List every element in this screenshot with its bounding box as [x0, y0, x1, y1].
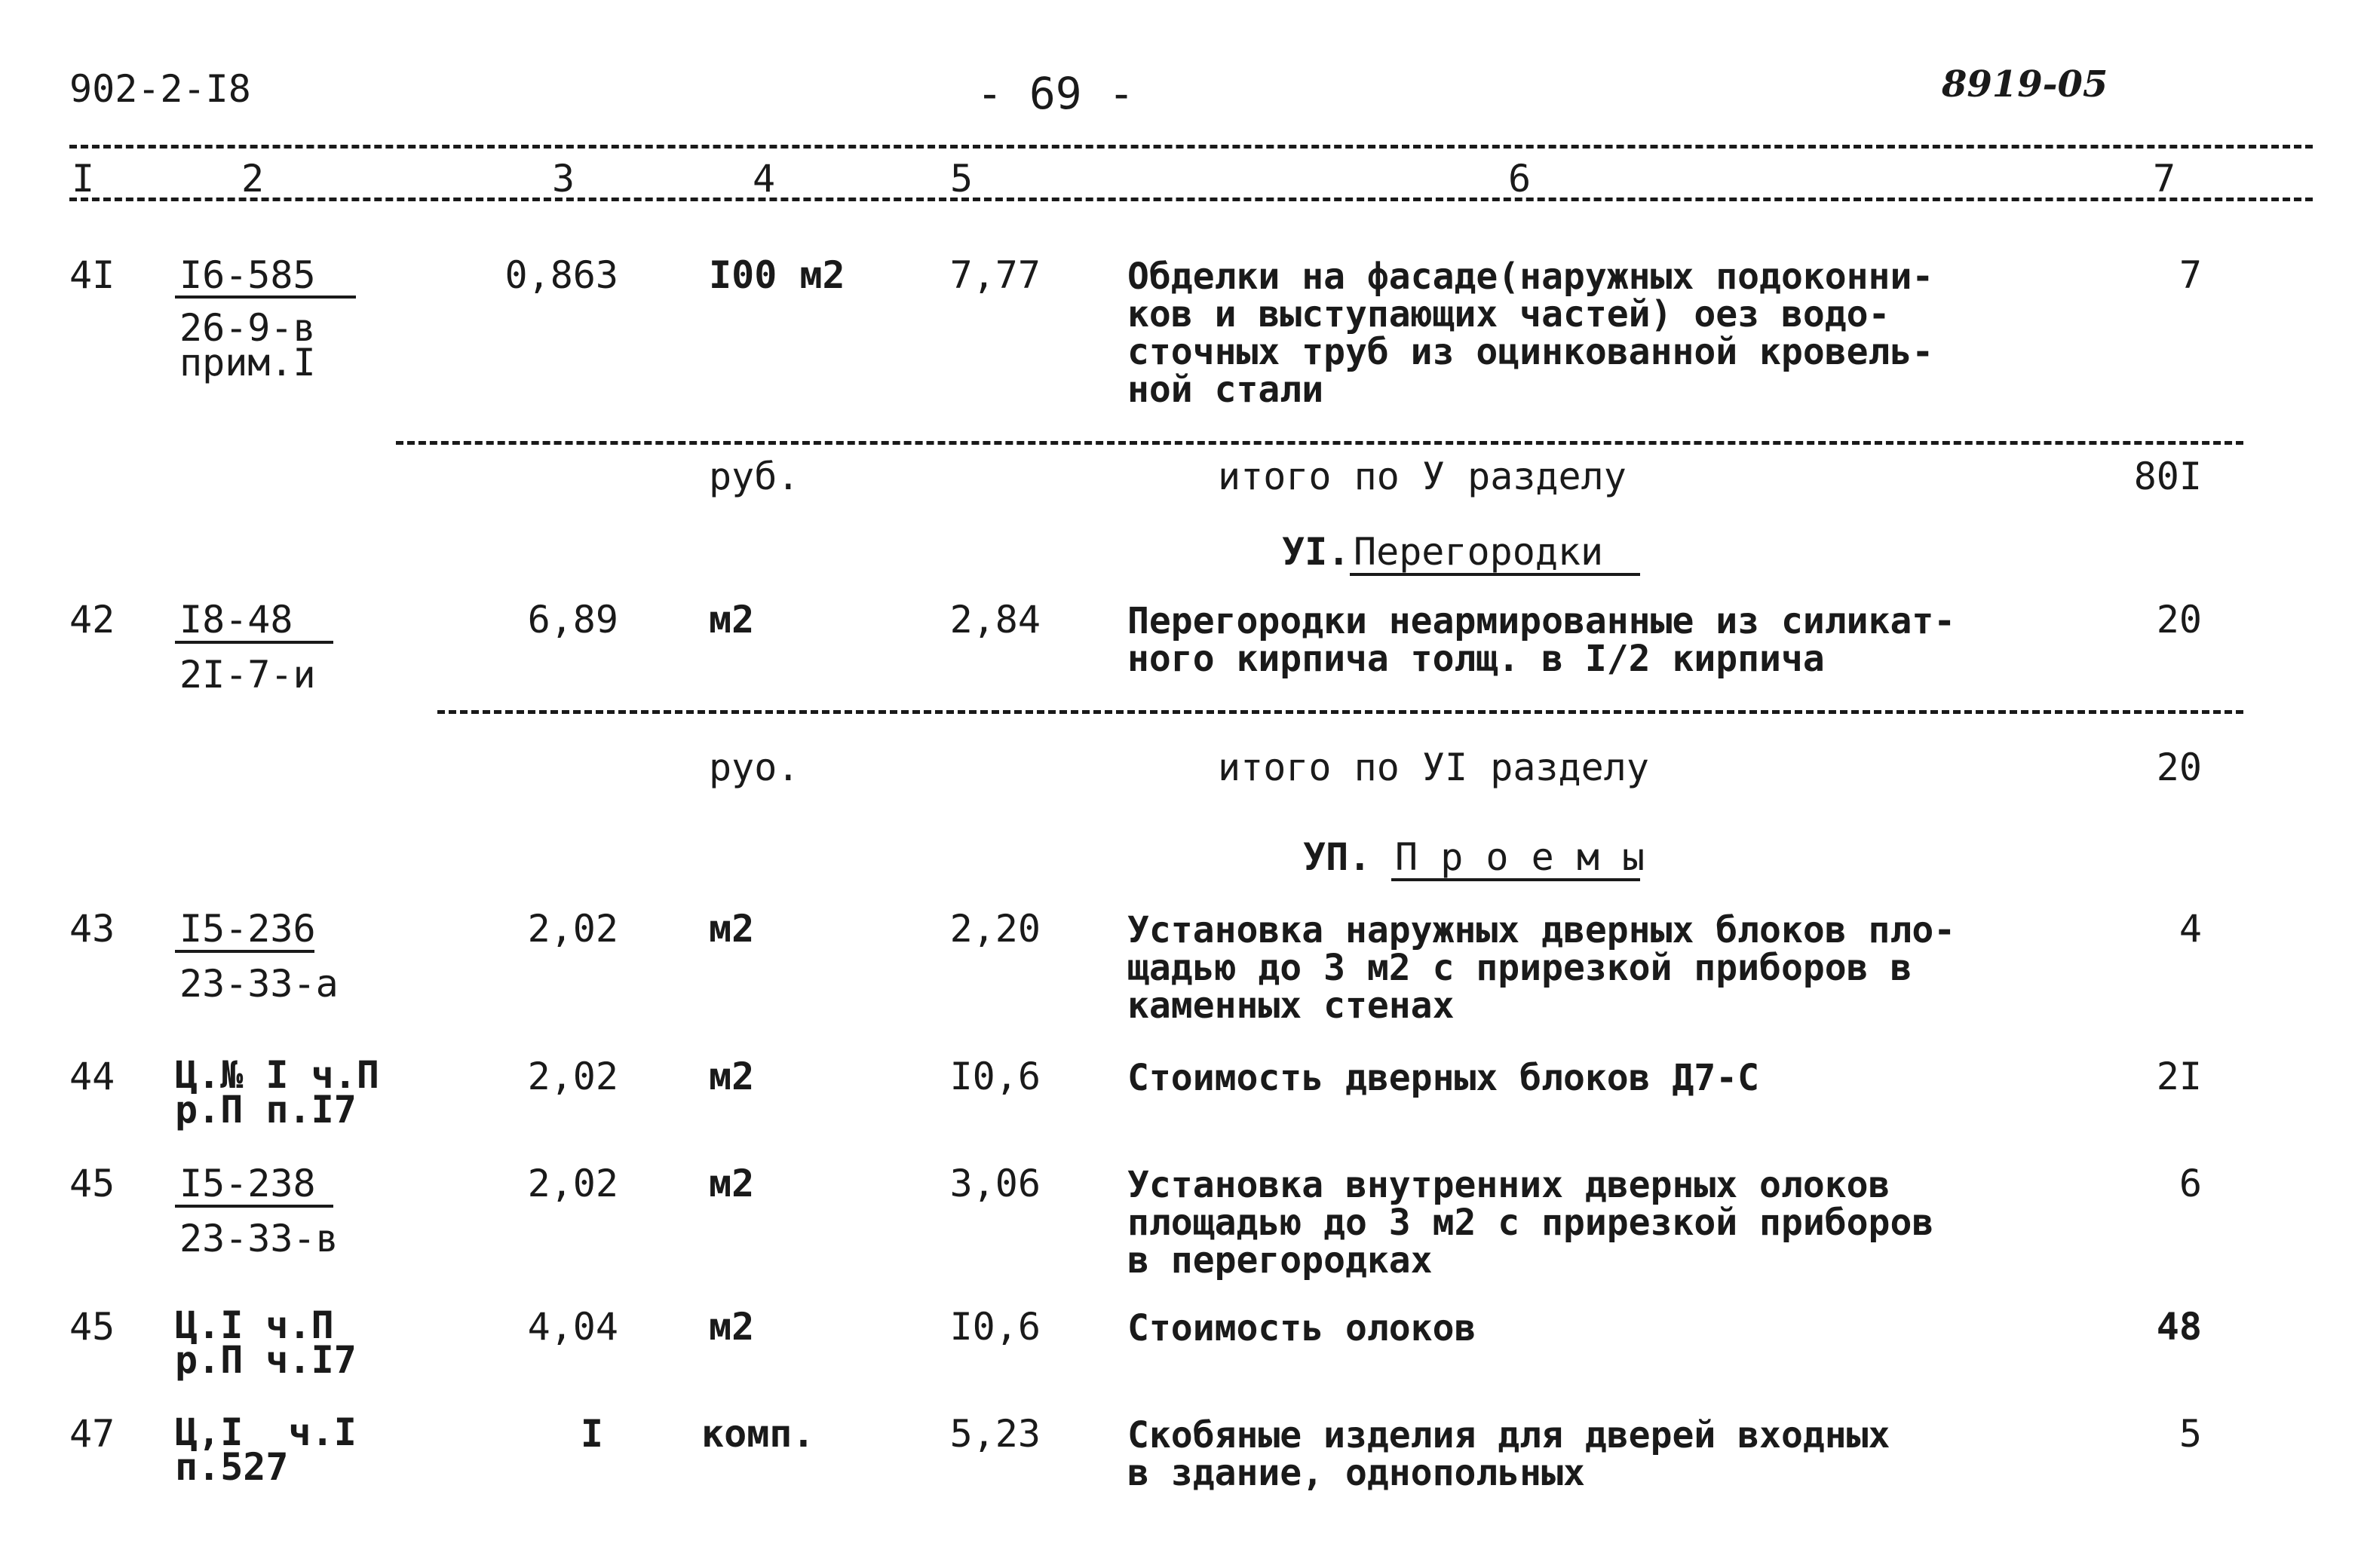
section-number: УП. [1303, 835, 1372, 879]
column-header-6: 6 [1508, 157, 1532, 201]
norm-reference: 23-33-а [179, 962, 339, 1006]
page-number: - 69 - [977, 68, 1135, 119]
row-total: 48 [2156, 1305, 2202, 1349]
subtotal-rule [396, 441, 2243, 445]
unit-price: 5,23 [949, 1412, 1041, 1456]
unit-price: 2,20 [949, 907, 1041, 951]
row-number: 45 [69, 1305, 115, 1349]
document-code: 902-2-I8 [69, 67, 251, 111]
unit-price: I0,6 [949, 1055, 1041, 1098]
unit-price: 3,06 [949, 1162, 1041, 1205]
price-reference: Ц.№ I ч.П р.П п.I7 [175, 1053, 379, 1132]
unit: I00 м2 [709, 253, 845, 297]
work-description: Обделки на фасаде(наружных подоконни- ков и выступающих частей) оез водо- сточных труб из оцинкованной кровель- ной стали [1127, 256, 1934, 411]
norm-code: I5-236 [179, 907, 316, 951]
section-underline [1350, 573, 1640, 576]
work-description: Перегородки неармированные из силикат- ного кирпича толщ. в I/2 кирпича [1127, 600, 1956, 680]
section-number: УI. [1282, 530, 1351, 574]
norm-code: I5-238 [179, 1162, 316, 1205]
subtotal-value: 20 [2156, 746, 2202, 789]
work-description: Установка внутренних дверных олоков площадью до 3 м2 с прирезкой приборов в перегородках [1127, 1164, 1934, 1282]
subtotal-unit: руб. [709, 455, 800, 498]
column-header-3: 3 [552, 157, 575, 201]
quantity: 2,02 [527, 1162, 618, 1205]
row-total: 6 [2179, 1162, 2202, 1205]
column-header-2: 2 [241, 157, 265, 201]
code-underline [175, 641, 333, 644]
code-underline [175, 1205, 333, 1208]
quantity: 6,89 [527, 598, 618, 642]
norm-reference: 2I-7-и [179, 653, 316, 697]
column-header-7: 7 [2153, 157, 2176, 201]
norm-reference: 23-33-в [179, 1217, 339, 1260]
quantity: 2,02 [527, 1055, 618, 1098]
unit-price: 2,84 [949, 598, 1041, 642]
quantity: 2,02 [527, 907, 618, 951]
work-description: Установка наружных дверных блоков пло- щадью до 3 м2 с прирезкой приборов в каменных стенах [1127, 909, 1956, 1027]
norm-reference: 26-9-в прим.I [179, 306, 316, 384]
row-total: 20 [2156, 598, 2202, 642]
code-underline [175, 950, 314, 953]
quantity: I [580, 1412, 603, 1456]
row-number: 44 [69, 1055, 115, 1098]
row-total: 4 [2179, 907, 2202, 951]
column-header-5: 5 [950, 157, 974, 201]
unit-price: I0,6 [949, 1305, 1041, 1349]
norm-code: I6-585 [179, 253, 316, 297]
unit: м2 [709, 1162, 755, 1205]
row-number: 43 [69, 907, 115, 951]
unit: м2 [709, 907, 755, 951]
subtotal-rule [437, 710, 2243, 714]
unit: м2 [709, 1055, 755, 1098]
row-number: 47 [69, 1412, 115, 1456]
section-title: П р о е м ы [1395, 835, 1645, 879]
section-underline [1391, 878, 1640, 881]
row-number: 42 [69, 598, 115, 642]
subtotal-label: итого по УI разделу [1218, 746, 1649, 789]
norm-code: I8-48 [179, 598, 293, 642]
code-underline [175, 296, 356, 299]
row-total: 2I [2156, 1055, 2202, 1098]
column-header-1: I [72, 157, 95, 201]
quantity: 0,863 [504, 253, 618, 297]
row-total: 7 [2179, 253, 2202, 297]
unit: м2 [709, 1305, 755, 1349]
unit: м2 [709, 598, 755, 642]
work-description: Стоимость олоков [1127, 1307, 1476, 1349]
header-top-rule [69, 145, 2313, 149]
row-number: 4I [69, 253, 115, 297]
price-reference: Ц,I ч.I п.527 [175, 1410, 357, 1489]
quantity: 4,04 [527, 1305, 618, 1349]
work-description: Стоимость дверных блоков Д7-С [1127, 1057, 1760, 1099]
row-total: 5 [2179, 1412, 2202, 1456]
row-number: 45 [69, 1162, 115, 1205]
column-header-4: 4 [753, 157, 776, 201]
header-bottom-rule [69, 198, 2313, 201]
subtotal-unit: руо. [709, 746, 800, 789]
inventory-number: 8919-05 [1942, 63, 2108, 106]
subtotal-value: 80I [2133, 455, 2202, 498]
subtotal-label: итого по У разделу [1218, 455, 1627, 498]
section-title: Перегородки [1354, 530, 1604, 574]
price-reference: Ц.I ч.П р.П ч.I7 [175, 1303, 357, 1382]
unit-price: 7,77 [949, 253, 1041, 297]
work-description: Скобяные изделия для дверей входных в здание, однопольных [1127, 1414, 1890, 1494]
unit: комп. [701, 1412, 815, 1456]
